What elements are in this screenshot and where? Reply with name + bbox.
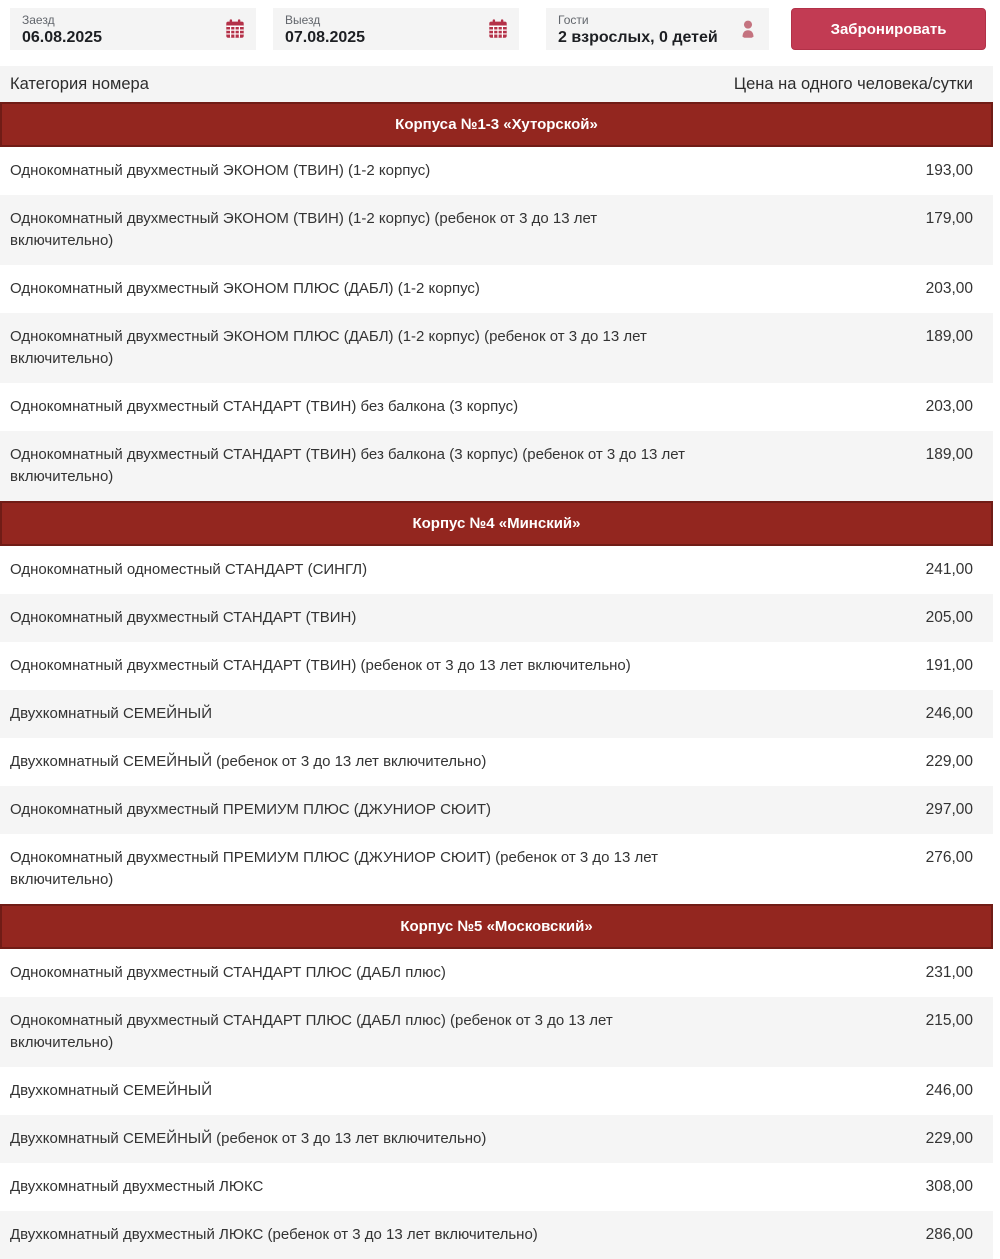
room-row[interactable] bbox=[0, 1067, 993, 1115]
checkout-value: 07.08.2025 bbox=[285, 29, 366, 46]
room-price: 246,00 bbox=[925, 705, 973, 722]
checkin-label: Заезд bbox=[22, 13, 55, 27]
room-name: Однокомнатный одноместный СТАНДАРТ (СИНГЛ) bbox=[10, 561, 368, 578]
section-title: Корпус №5 «Московский» bbox=[400, 918, 593, 935]
room-name: Однокомнатный двухместный ЭКОНОМ (ТВИН) (1-2 корпус) (ребенок от 3 до 13 лет включительно) bbox=[10, 210, 598, 249]
room-name: Двухкомнатный СЕМЕЙНЫЙ bbox=[10, 705, 212, 722]
building-section bbox=[0, 102, 1000, 501]
room-row[interactable] bbox=[0, 786, 993, 834]
room-row[interactable] bbox=[0, 594, 993, 642]
room-price: 229,00 bbox=[925, 753, 973, 770]
room-price: 203,00 bbox=[925, 280, 973, 297]
price-table bbox=[0, 102, 1000, 1259]
room-price: 246,00 bbox=[925, 1082, 973, 1099]
section-band bbox=[0, 102, 993, 147]
room-price: 189,00 bbox=[925, 446, 973, 463]
room-name: Однокомнатный двухместный СТАНДАРТ ПЛЮС (ДАБЛ плюс) (ребенок от 3 до 13 лет включительно) bbox=[10, 1012, 613, 1051]
room-row[interactable] bbox=[0, 1115, 993, 1163]
room-name: Двухкомнатный двухместный ЛЮКС bbox=[10, 1178, 264, 1195]
checkin-field[interactable] bbox=[10, 8, 256, 50]
room-price: 229,00 bbox=[925, 1130, 973, 1147]
calendar-icon[interactable] bbox=[487, 18, 509, 40]
column-category: Категория номера bbox=[10, 74, 149, 93]
room-row[interactable] bbox=[0, 997, 993, 1067]
room-price: 286,00 bbox=[925, 1226, 973, 1243]
room-price: 193,00 bbox=[925, 162, 973, 179]
room-price: 308,00 bbox=[925, 1178, 973, 1195]
book-button[interactable]: Забронировать bbox=[791, 8, 986, 50]
room-row[interactable] bbox=[0, 147, 993, 195]
room-price: 241,00 bbox=[925, 561, 973, 578]
room-name: Однокомнатный двухместный ЭКОНОМ ПЛЮС (ДАБЛ) (1-2 корпус) (ребенок от 3 до 13 лет включительно) bbox=[10, 328, 647, 367]
section-title: Корпус №4 «Минский» bbox=[412, 515, 581, 532]
checkin-value: 06.08.2025 bbox=[22, 29, 103, 46]
section-rows bbox=[0, 147, 993, 501]
section-rows bbox=[0, 546, 993, 904]
room-row[interactable] bbox=[0, 949, 993, 997]
room-row[interactable] bbox=[0, 383, 993, 431]
table-header bbox=[0, 66, 993, 102]
calendar-icon[interactable] bbox=[224, 18, 246, 40]
section-band bbox=[0, 904, 993, 949]
room-name: Однокомнатный двухместный ЭКОНОМ (ТВИН) (1-2 корпус) bbox=[10, 162, 431, 179]
room-name: Однокомнатный двухместный ПРЕМИУМ ПЛЮС (ДЖУНИОР СЮИТ) (ребенок от 3 до 13 лет включительно) bbox=[10, 849, 658, 888]
room-price: 189,00 bbox=[925, 328, 973, 345]
section-title: Корпуса №1-3 «Хуторской» bbox=[395, 116, 598, 133]
room-name: Двухкомнатный СЕМЕЙНЫЙ (ребенок от 3 до 13 лет включительно) bbox=[10, 1130, 487, 1147]
checkout-label: Выезд bbox=[285, 13, 321, 27]
room-name: Двухкомнатный двухместный ЛЮКС (ребенок от 3 до 13 лет включительно) bbox=[10, 1226, 538, 1243]
person-icon bbox=[737, 18, 759, 40]
room-price: 297,00 bbox=[925, 801, 973, 818]
section-band bbox=[0, 501, 993, 546]
room-row[interactable] bbox=[0, 265, 993, 313]
building-section bbox=[0, 501, 1000, 904]
room-name: Однокомнатный двухместный СТАНДАРТ (ТВИН) (ребенок от 3 до 13 лет включительно) bbox=[10, 657, 631, 674]
column-price: Цена на одного человека/сутки bbox=[733, 74, 973, 93]
room-price: 205,00 bbox=[925, 609, 973, 626]
room-price: 231,00 bbox=[925, 964, 973, 981]
room-name: Однокомнатный двухместный СТАНДАРТ (ТВИН) без балкона (3 корпус) (ребенок от 3 до 13 лет включительно) bbox=[10, 446, 686, 485]
room-row[interactable] bbox=[0, 431, 993, 501]
room-row[interactable] bbox=[0, 546, 993, 594]
guests-label: Гости bbox=[558, 13, 589, 27]
building-section bbox=[0, 904, 1000, 1259]
room-name: Однокомнатный двухместный ПРЕМИУМ ПЛЮС (ДЖУНИОР СЮИТ) bbox=[10, 801, 492, 818]
room-row[interactable] bbox=[0, 1163, 993, 1211]
room-name: Однокомнатный двухместный ЭКОНОМ ПЛЮС (ДАБЛ) (1-2 корпус) bbox=[10, 280, 480, 297]
room-price: 191,00 bbox=[925, 657, 973, 674]
checkout-field[interactable] bbox=[273, 8, 519, 50]
room-row[interactable] bbox=[0, 195, 993, 265]
room-name: Однокомнатный двухместный СТАНДАРТ ПЛЮС (ДАБЛ плюс) bbox=[10, 964, 446, 981]
room-row[interactable] bbox=[0, 834, 993, 904]
room-price: 215,00 bbox=[925, 1012, 973, 1029]
room-name: Однокомнатный двухместный СТАНДАРТ (ТВИН) bbox=[10, 609, 357, 626]
room-row[interactable] bbox=[0, 738, 993, 786]
room-name: Однокомнатный двухместный СТАНДАРТ (ТВИН) без балкона (3 корпус) bbox=[10, 398, 519, 415]
room-name: Двухкомнатный СЕМЕЙНЫЙ bbox=[10, 1082, 212, 1099]
guests-field[interactable] bbox=[546, 8, 769, 50]
room-row[interactable] bbox=[0, 313, 993, 383]
room-price: 276,00 bbox=[925, 849, 973, 866]
room-price: 203,00 bbox=[925, 398, 973, 415]
booking-bar bbox=[0, 0, 1000, 50]
section-rows bbox=[0, 949, 993, 1259]
room-price: 179,00 bbox=[925, 210, 973, 227]
room-row[interactable] bbox=[0, 690, 993, 738]
guests-value: 2 взрослых, 0 детей bbox=[558, 29, 718, 46]
room-row[interactable] bbox=[0, 642, 993, 690]
room-name: Двухкомнатный СЕМЕЙНЫЙ (ребенок от 3 до 13 лет включительно) bbox=[10, 753, 487, 770]
